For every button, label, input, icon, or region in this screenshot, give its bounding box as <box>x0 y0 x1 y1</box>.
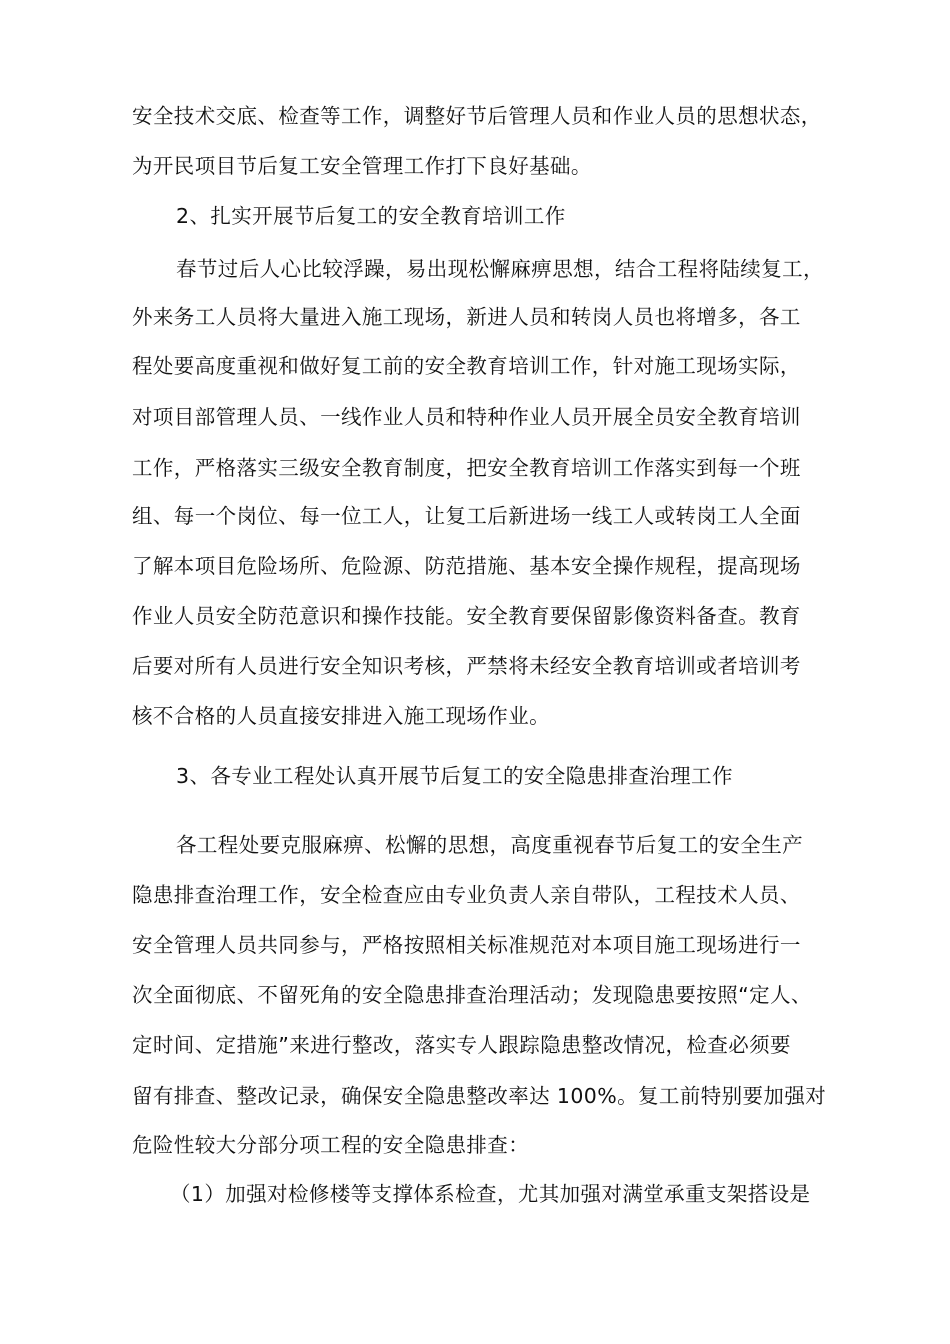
paragraph-line: 安全技术交底、检查等工作，调整好节后管理人员和作业人员的思想状态， <box>132 104 822 128</box>
paragraph-line: 了解本项目危险场所、危险源、防范措施、基本安全操作规程，提高现场 <box>132 554 801 578</box>
paragraph-line: 程处要高度重视和做好复工前的安全教育培训工作，针对施工现场实际， <box>132 354 801 378</box>
paragraph-line: 对项目部管理人员、一线作业人员和特种作业人员开展全员安全教育培训 <box>132 405 801 429</box>
paragraph-line: 定时间、定措施”来进行整改，落实专人跟踪隐患整改情况，检查必须要 <box>132 1033 791 1057</box>
paragraph-line: 危险性较大分部分项工程的安全隐患排查： <box>132 1133 530 1157</box>
paragraph-line: 为开民项目节后复工安全管理工作打下良好基础。 <box>132 154 592 178</box>
paragraph-line: 外来务工人员将大量进入施工现场，新进人员和转岗人员也将增多，各工 <box>132 305 801 329</box>
list-item-1: （1）加强对检修楼等支撑体系检查，尤其加强对满堂承重支架搭设是 <box>170 1182 811 1206</box>
section-heading-3: 3、各专业工程处认真开展节后复工的安全隐患排查治理工作 <box>176 764 733 788</box>
paragraph-line: 后要对所有人员进行安全知识考核，严禁将未经安全教育培训或者培训考 <box>132 654 801 678</box>
paragraph-line: 安全管理人员共同参与，严格按照相关标准规范对本项目施工现场进行一 <box>132 933 801 957</box>
paragraph-line: 作业人员安全防范意识和操作技能。安全教育要保留影像资料备查。教育 <box>132 604 801 628</box>
paragraph-line: 各工程处要克服麻痹、松懈的思想，高度重视春节后复工的安全生产 <box>176 833 803 857</box>
paragraph-line: 留有排查、整改记录，确保安全隐患整改率达 100%。复工前特别要加强对 <box>132 1084 827 1108</box>
paragraph-line: 春节过后人心比较浮躁，易出现松懈麻痹思想，结合工程将陆续复工， <box>176 257 824 281</box>
paragraph-line: 组、每一个岗位、每一位工人，让复工后新进场一线工人或转岗工人全面 <box>132 504 801 528</box>
paragraph-line: 隐患排查治理工作，安全检查应由专业负责人亲自带队，工程技术人员、 <box>132 883 801 907</box>
section-heading-2: 2、扎实开展节后复工的安全教育培训工作 <box>176 204 566 228</box>
paragraph-line: 工作，严格落实三级安全教育制度，把安全教育培训工作落实到每一个班 <box>132 456 801 480</box>
paragraph-line: 次全面彻底、不留死角的安全隐患排查治理活动；发现隐患要按照“定人、 <box>132 983 812 1007</box>
paragraph-line: 核不合格的人员直接安排进入施工现场作业。 <box>132 704 550 728</box>
